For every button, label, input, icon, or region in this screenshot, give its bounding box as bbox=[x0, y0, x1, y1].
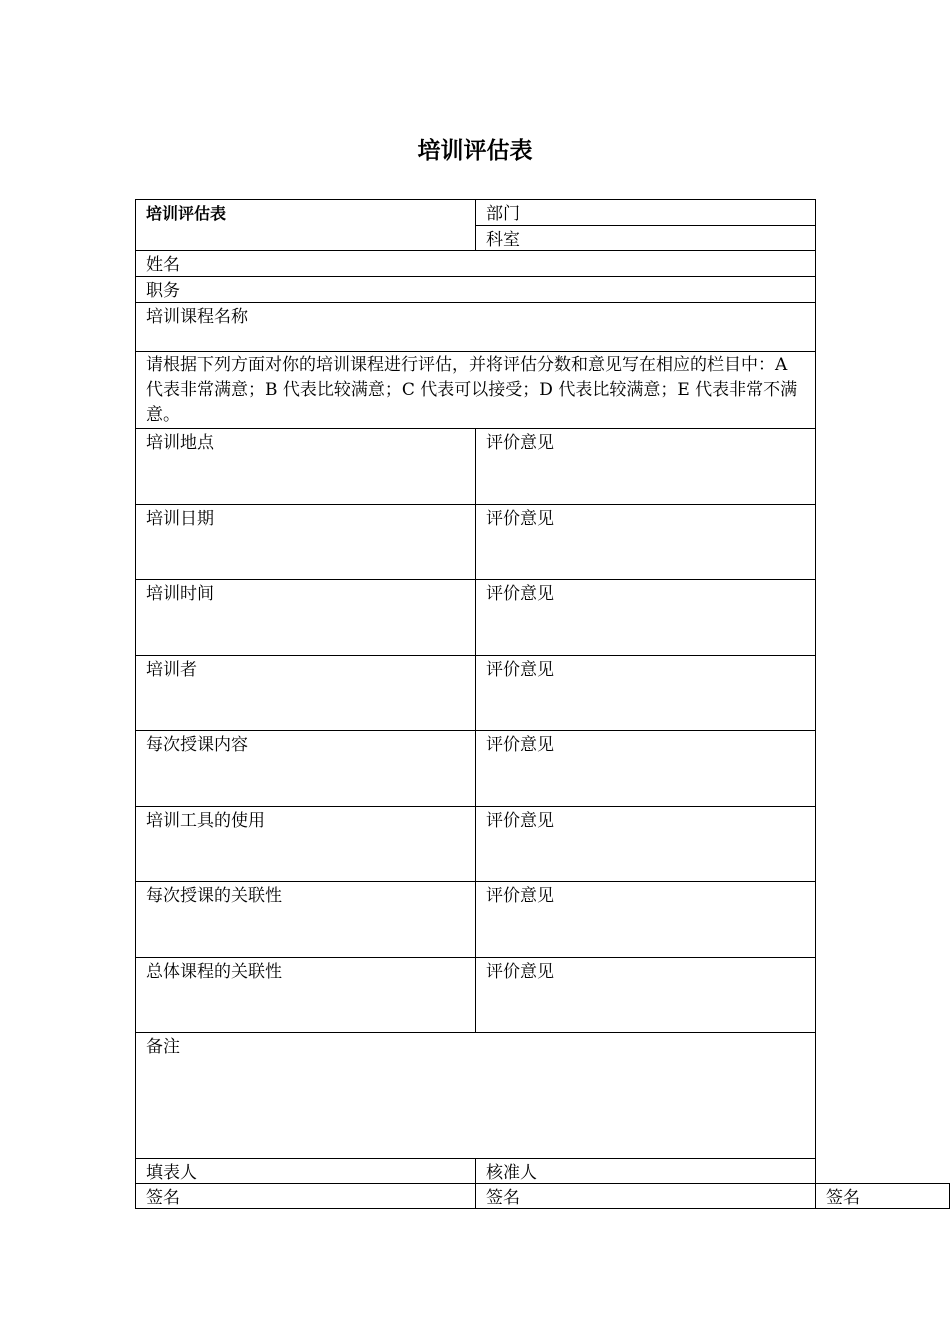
item-comment[interactable]: 评价意见 bbox=[475, 655, 816, 731]
office-cell[interactable]: 科室 bbox=[475, 225, 816, 251]
item-comment[interactable]: 评价意见 bbox=[475, 579, 816, 656]
signature-cell-2[interactable]: 签名 bbox=[475, 1183, 816, 1209]
item-comment[interactable]: 评价意见 bbox=[475, 730, 816, 807]
course-name-cell[interactable]: 培训课程名称 bbox=[135, 302, 816, 352]
item-label: 培训工具的使用 bbox=[135, 806, 476, 882]
instruction-text: 请根据下列方面对你的培训课程进行评估，并将评估分数和意见写在相应的栏目中：A 代表非常满意；B 代表比较满意；C 代表可以接受；D 代表比较满意；E 代表非常不满意。 bbox=[135, 351, 816, 429]
name-cell[interactable]: 姓名 bbox=[135, 250, 816, 277]
item-label: 培训时间 bbox=[135, 579, 476, 656]
item-label: 培训者 bbox=[135, 655, 476, 731]
item-label: 每次授课内容 bbox=[135, 730, 476, 807]
item-comment[interactable]: 评价意见 bbox=[475, 504, 816, 580]
signature-cell-3[interactable]: 签名 bbox=[815, 1183, 950, 1209]
form-label-cell: 培训评估表 bbox=[135, 199, 476, 251]
item-comment[interactable]: 评价意见 bbox=[475, 957, 816, 1033]
remarks-cell[interactable]: 备注 bbox=[135, 1032, 816, 1159]
approver-cell[interactable]: 核准人 bbox=[475, 1158, 816, 1184]
item-label: 培训日期 bbox=[135, 504, 476, 580]
item-label: 每次授课的关联性 bbox=[135, 881, 476, 958]
department-cell[interactable]: 部门 bbox=[475, 199, 816, 226]
page-title: 培训评估表 bbox=[417, 138, 533, 164]
item-comment[interactable]: 评价意见 bbox=[475, 806, 816, 882]
item-comment[interactable]: 评价意见 bbox=[475, 428, 816, 505]
item-label: 总体课程的关联性 bbox=[135, 957, 476, 1033]
signature-cell-1[interactable]: 签名 bbox=[135, 1183, 476, 1209]
filler-cell[interactable]: 填表人 bbox=[135, 1158, 476, 1184]
item-label: 培训地点 bbox=[135, 428, 476, 505]
position-cell[interactable]: 职务 bbox=[135, 276, 816, 303]
item-comment[interactable]: 评价意见 bbox=[475, 881, 816, 958]
